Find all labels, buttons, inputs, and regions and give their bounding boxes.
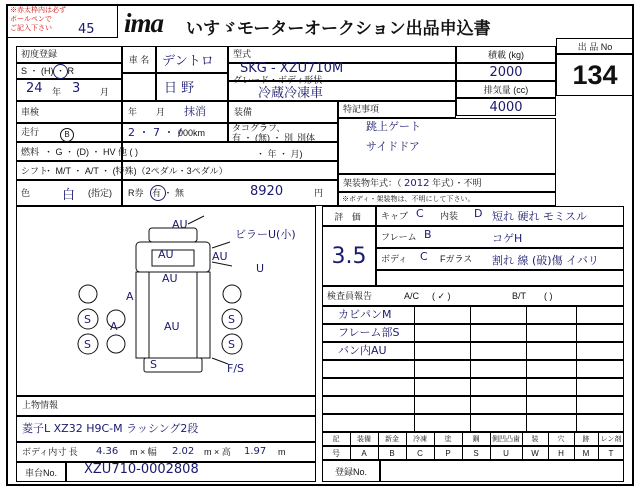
color-opt: (指定) [88, 188, 112, 198]
diagram-label-s-1: S [84, 313, 91, 326]
inspect-year: 年 [128, 107, 138, 117]
reg-label: 初度登録 [21, 49, 58, 59]
rticket-unit: 円 [314, 188, 324, 198]
eval-row3-right-label: Fガラス [440, 254, 473, 264]
code-value-8: H [558, 448, 564, 458]
report-line3: バン内AU [338, 344, 387, 357]
header-note-number: 45 [78, 22, 95, 37]
report-ac-label: A/C [404, 291, 420, 301]
maker-value: デントロ [162, 54, 214, 69]
report-label: 検査員報告 [327, 291, 373, 301]
mileage-circle-b: B [60, 128, 74, 142]
eval-row2-notes: コゲH [492, 232, 523, 245]
code-header-0: 記 [332, 436, 340, 443]
frame-year-value: 2012 [404, 178, 430, 189]
lot-number: 134 [572, 59, 618, 90]
maker-label: 車 名 [128, 55, 150, 65]
regno-value-box [380, 460, 624, 482]
report-bt-check: ( ) [544, 291, 553, 301]
body-size-height: 1.97 [244, 446, 267, 457]
tacho-value: 有 ・ (無) ・ 別 [232, 133, 293, 143]
chassis-label: 車台No. [24, 467, 57, 478]
code-value-3: C [417, 448, 423, 458]
header-note-line3: ご記入下さい [10, 25, 52, 32]
diagram-label-au-1: AU [172, 218, 188, 231]
body-size-h-label: m × 高 [204, 447, 231, 457]
report-bt-label: B/T [512, 291, 527, 301]
reg-month-unit: 月 [100, 87, 110, 97]
equip-label: 装備 [234, 107, 253, 117]
code-value-1: A [361, 448, 367, 458]
diagram-label-u: U [256, 262, 265, 275]
report-line7-box [322, 414, 624, 432]
diagram-label-au-2: AU [158, 248, 174, 261]
eval-row1-grade: C [416, 207, 424, 220]
mileage-value: 2 ・ 7 ・ / [128, 126, 182, 139]
body-size-w-label: m × 幅 [130, 447, 157, 457]
body-info-line: 菱子L XZ32 H9C-M ラッシング2段 [22, 422, 199, 435]
diagram-label-au-4: AU [162, 272, 178, 285]
reg-era-circle [53, 64, 68, 79]
eval-label: 評 価 [334, 211, 364, 222]
mileage-unit-circle [60, 128, 74, 142]
grade-label: グレード・ボディ形状 [233, 75, 323, 85]
inspect-label: 車検 [21, 107, 40, 117]
load-label: 積載 (kg) [487, 50, 524, 60]
code-header-5: 鋼 [472, 436, 480, 443]
load-value: 2000 [489, 64, 523, 80]
notes-label: 特記事項 [343, 104, 380, 114]
mileage-unit: 000km [178, 128, 206, 138]
reg-month-value: 3 [72, 81, 81, 96]
body-size-width: 2.02 [172, 446, 195, 457]
regno-label: 登録No. [334, 466, 367, 477]
page-title: いすゞモーターオークション出品申込書 [186, 19, 491, 38]
ima-logo: ima [124, 8, 164, 38]
rticket-circle [150, 185, 166, 201]
body-size-unit: m [278, 447, 286, 457]
diagram-label-a-2: A [110, 320, 118, 333]
body-info-label: 上物情報 [22, 400, 59, 410]
inspect-date-box [122, 101, 228, 123]
eval-row1-right-label: 内装 [440, 211, 459, 221]
code-header-6: 側凹凸歯 [492, 436, 520, 443]
diagram-label-pillar: ビラーU(小) [235, 228, 296, 241]
mileage-label: 走行 [21, 127, 40, 137]
color-label: 色 [21, 188, 31, 198]
eval-score: 3.5 [331, 243, 367, 269]
code-value-10: T [608, 448, 614, 458]
code-value-4: P [445, 448, 451, 458]
chassis-value: XZU710-0002808 [84, 462, 199, 477]
frame-year-label2: 年式）・不明 [432, 178, 482, 188]
shift-value: ・ M/T ・ A/T ・ (特殊)（2ペダル・3ペダル） [44, 166, 228, 176]
code-value-9: M [582, 448, 590, 458]
code-header-4: 塗 [444, 436, 452, 443]
fuel-label: 燃料 [21, 147, 40, 157]
notes-line1: 跳上ゲート [366, 120, 421, 133]
eval-row3-name: ボディ [381, 254, 408, 264]
code-header-3: 冷凍 [413, 436, 427, 443]
report-line2: フレーム部S [338, 326, 400, 339]
rticket-value: 有 ・ 無 [152, 188, 185, 198]
header-note-line1: ※赤太枠内は必ず [10, 7, 66, 14]
eval-row3-notes: 割れ 線 (破)傷 イバリ [492, 254, 599, 267]
reg-year-unit: 年 [52, 87, 62, 97]
color-value: 白 [62, 188, 76, 203]
eval-row1-right-grade: D [474, 207, 483, 220]
frame-year-label: 架装物年式：（ [343, 178, 402, 188]
diagram-label-s-2: S [84, 338, 91, 351]
diagram-label-fs: F/S [227, 362, 245, 375]
reg-era: S ・ (H) ・ R [21, 66, 74, 76]
code-header-1: 装備 [357, 436, 371, 443]
diagram-label-s-5: S [150, 358, 157, 371]
shift-label: シフト [21, 166, 49, 176]
code-header-9: 跡 [582, 436, 590, 443]
maker2-value: 日 野 [164, 81, 195, 96]
inspect-month: 月 [156, 107, 166, 117]
code-value-7: W [531, 448, 539, 458]
diagram-label-au-5: AU [164, 320, 180, 333]
disp-label: 排気量 (cc) [483, 85, 529, 95]
disp-value: 4000 [489, 99, 523, 115]
lot-label: 出 品 No [577, 41, 613, 52]
report-line1: カビパンM [338, 308, 392, 321]
eval-row3-grade: C [420, 250, 428, 263]
maker2-label-box [122, 73, 156, 101]
diagram-label-s-3: S [228, 313, 235, 326]
reg-year-value: 24 [26, 81, 43, 96]
fuel-value: ・ G ・ (D) ・ HV 他 ( ) [44, 147, 138, 157]
notes-footer: ※ボディ・架装物は、不明にして下さい。 [342, 196, 475, 203]
code-value-0: 号 [332, 448, 340, 458]
code-header-8: 穴 [557, 436, 565, 443]
diagram-label-s-4: S [228, 338, 235, 351]
fuel-year: ・ 年 ・ 月) [256, 149, 303, 159]
body-info-label-box [16, 396, 316, 416]
inspect-status: 抹消 [184, 105, 206, 118]
rticket-label: R券 [128, 188, 144, 198]
code-value-6: U [503, 448, 509, 458]
report-line5-box [322, 378, 624, 396]
grade-value: 冷蔵冷凍車 [258, 86, 324, 101]
header-note-line2: ボールペンで [10, 16, 52, 23]
body-size-length: 4.36 [96, 446, 119, 457]
eval-row2-grade: B [424, 228, 432, 241]
report-line6-box [322, 396, 624, 414]
report-ac-check: ( ✓ ) [432, 291, 451, 301]
tacho-extra: 別体 [297, 133, 316, 143]
diagram-label-a-1: A [126, 290, 134, 303]
code-header-7: 装 [531, 436, 539, 443]
notes-line2: サイドドア [366, 140, 420, 153]
eval-row1-notes: 短れ 硬れ モミスル [492, 210, 587, 223]
diagram-label-au-3: AU [212, 250, 228, 263]
code-value-5: S [473, 448, 479, 458]
code-header-10: レン剤 [600, 436, 622, 443]
code-header-2: 新金 [385, 436, 399, 443]
rticket-amount: 8920 [250, 184, 284, 199]
report-line4-box [322, 360, 624, 378]
model-label: 型式 [233, 49, 252, 59]
eval-row2-name: フレーム [381, 232, 417, 242]
code-value-2: B [389, 448, 395, 458]
eval-row1-name: キャブ [381, 211, 409, 221]
eval-row4-box [376, 270, 624, 286]
tacho-label: タコグラフ、 [232, 123, 286, 133]
model-value: SKG - XZU710M [240, 61, 344, 76]
body-size-label: ボディ内寸 長 [22, 447, 78, 457]
